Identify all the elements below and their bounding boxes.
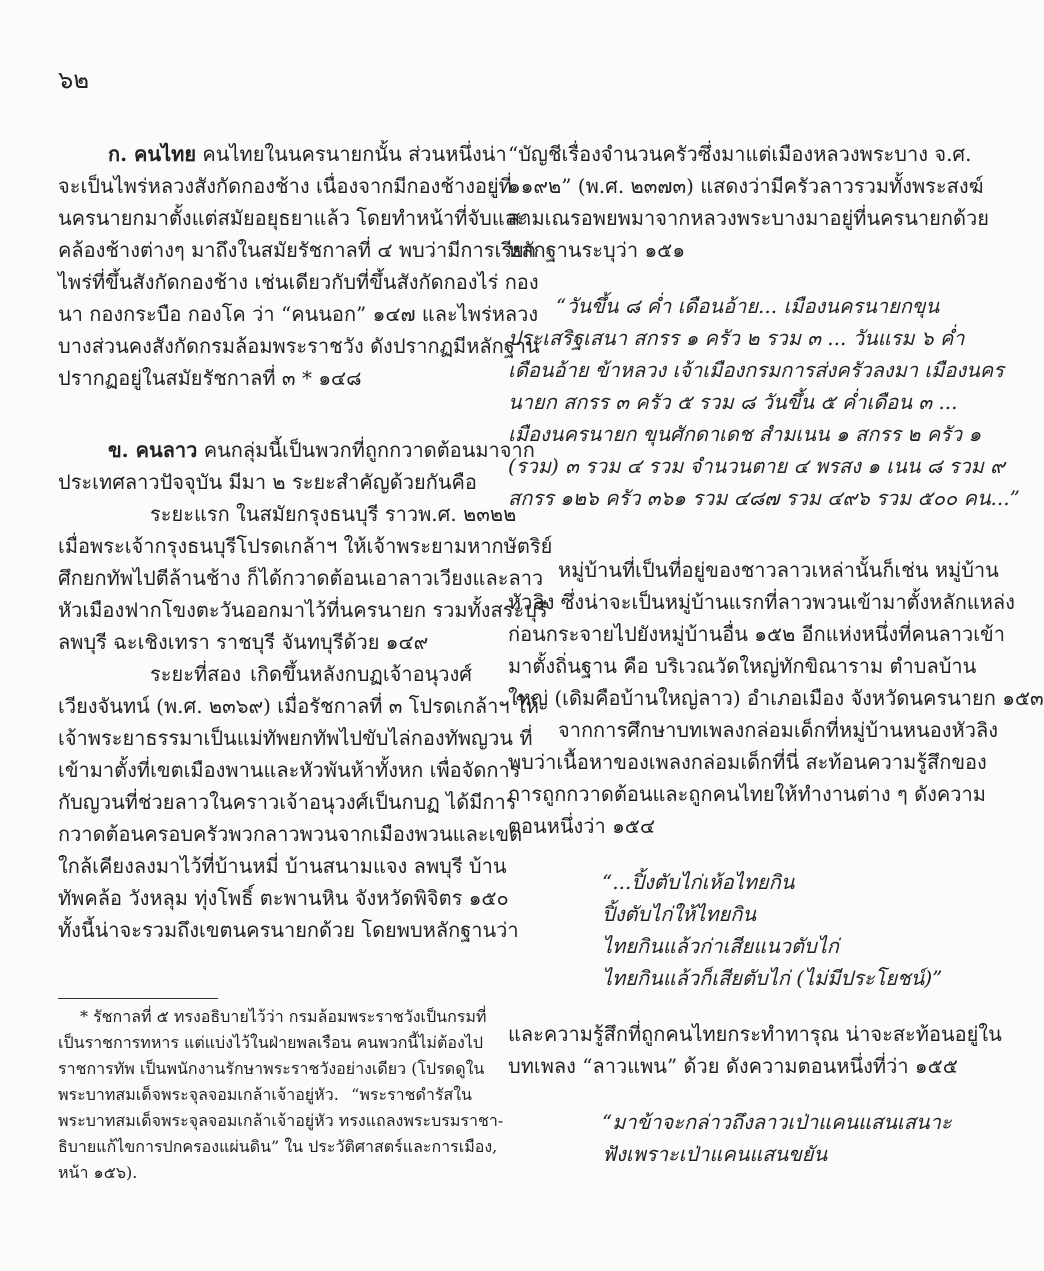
paragraph-line: เมื่อพระเจ้ากรุงธนบุรีโปรดเกล้าฯ ให้เจ้าพระยามหากษัตริย์: [58, 534, 553, 558]
paragraph-line: กับญวนที่ช่วยลาวในคราวเจ้าอนุวงศ์เป็นกบฏ ได้มีการ: [58, 790, 517, 814]
paragraph-line: “บัญชีเรื่องจำนวนครัวซึ่งมาแต่เมืองหลวงพระบาง จ.ศ.: [508, 142, 972, 166]
quote-line: สกรร ๑๒๖ ครัว ๓๖๑ รวม ๔๘๗ รวม ๔๙๖ รวม ๕๐๐ คน...”: [508, 486, 1020, 510]
quote-line: นายก สกรร ๓ ครัว ๕ รวม ๘ วันขึ้น ๕ ค่ำเดือน ๓ ...: [508, 390, 958, 414]
paragraph-line: จะเป็นไพร่หลวงสังกัดกองช้าง เนื่องจากมีกองช้างอยู่ที่: [58, 174, 512, 198]
poem-line: ไทยกินแล้วก่าเสียแนวตับไก่: [602, 934, 839, 958]
paragraph-line: เวียงจันทน์ (พ.ศ. ๒๓๖๙) เมื่อรัชกาลที่ ๓ โปรดเกล้าฯ ให้: [58, 694, 539, 718]
paragraph-line: เจ้าพระยาธรรมาเป็นแม่ทัพยกทัพไปขับไล่กองทัพญวน ที่: [58, 726, 533, 750]
paragraph-line: ใหญ่ (เดิมคือบ้านใหญ่ลาว) อำเภอเมือง จังหวัดนครนายก ๑๕๓: [508, 686, 1044, 710]
paragraph-line: และความรู้สึกที่ถูกคนไทยกระทำทารุณ น่าจะสะท้อนอยู่ใน: [508, 1022, 1002, 1046]
left-column: [58, 138, 553, 946]
paragraph-line: ลพบุรี ฉะเชิงเทรา ราชบุรี จันทบุรีด้วย ๑๔๙: [58, 630, 429, 654]
paragraph-line: ไพร่ที่ขึ้นสังกัดกองช้าง เช่นเดียวกับที่ขึ้นสังกัดกองไร่ กอง: [58, 270, 539, 294]
paragraph-line: ๑๑๙๒” (พ.ศ. ๒๓๗๓) แสดงว่ามีครัวลาวรวมทั้งพระสงฆ์: [508, 174, 984, 198]
paragraph-line: ทัพคล้อ วังหลุม ทุ่งโพธิ์ ตะพานหิน จังหวัดพิจิตร ๑๕๐: [58, 886, 509, 910]
paragraph-line: ก่อนกระจายไปยังหมู่บ้านอื่น ๑๕๒ อีกแห่งหนึ่งที่คนลาวเข้า: [508, 622, 1005, 646]
footnote-line: เป็นราชการทหาร แต่แบ่งไว้ในฝ่ายพลเรือน คนพวกนี้ไม่ต้องไป: [58, 1033, 483, 1052]
footnote-line: ราชการทัพ เป็นพนักงานรักษาพระราชวังอย่างเดียว (โปรดดูใน: [58, 1059, 485, 1078]
quote-line: เมืองนครนายก ขุนศักดาเดช สำมเนน ๑ สกรร ๒ ครัว ๑: [508, 422, 982, 446]
quote-line: ประเสริฐเสนา สกรร ๑ ครัว ๒ รวม ๓ ... วันแรม ๖ ค่ำ: [508, 326, 965, 350]
footnote-line: หน้า ๑๕๖).: [58, 1163, 138, 1182]
paragraph-line: ตอนหนึ่งว่า ๑๕๔: [508, 814, 656, 838]
paragraph-line: ศึกยกทัพไปตีล้านช้าง ก็ได้กวาดต้อนเอาลาวเวียงและลาว: [58, 566, 544, 590]
paragraph-line: บางส่วนคงสังกัดกรมล้อมพระราชวัง ดังปรากฏมีหลักฐาน: [58, 334, 540, 358]
section-heading-thai: ก. คนไทย: [108, 142, 197, 166]
right-column: [508, 138, 1044, 1170]
poem-line: ปิ้งตับไก่ให้ไทยกิน: [602, 902, 757, 926]
paragraph-line: พบว่าเนื้อหาของเพลงกล่อมเด็กที่นี่ สะท้อนความรู้สึกของ: [508, 750, 987, 774]
paragraph-line: หลักฐานระบุว่า ๑๕๑: [508, 238, 686, 262]
paragraph-line: เข้ามาตั้งที่เขตเมืองพานและหัวพันห้าทั้งหก เพื่อจัดการ: [58, 758, 521, 782]
paragraph-line: คล้องช้างต่างๆ มาถึงในสมัยรัชกาลที่ ๔ พบว่ามีการเรียก: [58, 238, 536, 262]
footnote-divider: [58, 998, 218, 999]
paragraph-line: ระยะแรก ในสมัยกรุงธนบุรี ราวพ.ศ. ๒๓๒๒: [150, 502, 517, 526]
poem-line: “มาข้าจะกล่าวถึงลาวเป่าแคนแสนเสนาะ: [602, 1110, 952, 1134]
paragraph-line: ระยะที่สอง เกิดขึ้นหลังกบฏเจ้าอนุวงศ์: [150, 662, 472, 686]
poem-line: ไทยกินแล้วก็เสียตับไก่ (ไม่มีประโยชน์)”: [602, 966, 943, 990]
paragraph-line: [58, 434, 535, 466]
poem-line: ฟังเพราะเป่าแคนแสนขยัน: [602, 1142, 828, 1166]
quote-line: เดือนอ้าย ข้าหลวง เจ้าเมืองกรมการส่งครัวลงมา เมืองนคร: [508, 358, 1004, 382]
text-run: คนกลุ่มนี้เป็นพวกที่ถูกกวาดต้อนมาจาก: [203, 438, 535, 462]
paragraph-line: หัวลิง ซึ่งน่าจะเป็นหมู่บ้านแรกที่ลาวพวนเข้ามาตั้งหลักแหล่ง: [508, 590, 1015, 614]
paragraph-line: นครนายกมาตั้งแต่สมัยอยุธยาแล้ว โดยทำหน้าที่จับและ: [58, 206, 528, 230]
footnote-line: พระบาทสมเด็จพระจุลจอมเกล้าเจ้าอยู่หัว ทรงแถลงพระบรมราชา-: [58, 1111, 504, 1130]
footnote-line: ธิบายแก้ไขการปกครองแผ่นดิน” ใน ประวัติศาสตร์และการเมือง,: [58, 1137, 498, 1156]
paragraph-line: มาตั้งถิ่นฐาน คือ บริเวณวัดใหญ่ทักขิณาราม ตำบลบ้าน: [508, 654, 977, 678]
paragraph-line: จากการศึกษาบทเพลงกล่อมเด็กที่หมู่บ้านหนองหัวลิง: [558, 718, 998, 742]
paragraph-line: ใกล้เคียงลงมาไว้ที่บ้านหมี่ บ้านสนามแจง ลพบุรี บ้าน: [58, 854, 507, 878]
quote-line: “วันขึ้น ๘ ค่ำ เดือนอ้าย... เมืองนครนายกขุน: [556, 294, 940, 318]
paragraph-line: หัวเมืองฟากโขงตะวันออกมาไว้ที่นครนายก รวมทั้งสระบุรี: [58, 598, 548, 622]
paragraph-line: สามเณรอพยพมาจากหลวงพระบางมาอยู่ที่นครนายกด้วย: [508, 206, 989, 230]
paragraph-line: หมู่บ้านที่เป็นที่อยู่ของชาวลาวเหล่านั้นก็เช่น หมู่บ้าน: [558, 558, 999, 582]
paragraph-line: ทั้งนี้น่าจะรวมถึงเขตนครนายกด้วย โดยพบหลักฐานว่า: [58, 918, 519, 942]
page-number: ๖๒: [58, 66, 90, 94]
paragraph-line: ปรากฏอยู่ในสมัยรัชกาลที่ ๓ * ๑๔๘: [58, 366, 362, 390]
quote-line: (รวม) ๓ รวม ๔ รวม จำนวนตาย ๔ พรสง ๑ เนน ๘ รวม ๙: [508, 454, 1005, 478]
paragraph-line: ประเทศลาวปัจจุบัน มีมา ๒ ระยะสำคัญด้วยกันคือ: [58, 470, 477, 494]
poem-line: “...ปิ้งตับไก่เห้อไทยกิน: [602, 870, 795, 894]
text-run: คนไทยในนครนายกนั้น ส่วนหนึ่งน่า: [202, 142, 507, 166]
footnote: [58, 1004, 504, 1186]
footnote-line: พระบาทสมเด็จพระจุลจอมเกล้าเจ้าอยู่หัว. “พระราชดำรัสใน: [58, 1085, 472, 1104]
footnote-line: * รัชกาลที่ ๕ ทรงอธิบายไว้ว่า กรมล้อมพระราชวังเป็นกรมที่: [80, 1007, 487, 1026]
paragraph-line: [58, 138, 507, 170]
section-heading-lao: ข. คนลาว: [108, 438, 198, 462]
paragraph-line: การถูกกวาดต้อนและถูกคนไทยให้ทำงานต่าง ๆ ดังความ: [508, 782, 986, 806]
paragraph-line: บทเพลง “ลาวแพน” ด้วย ดังความตอนหนึ่งที่ว่า ๑๕๕: [508, 1054, 958, 1078]
paragraph-line: กวาดต้อนครอบครัวพวกลาวพวนจากเมืองพวนและเขต: [58, 822, 523, 846]
paragraph-line: นา กองกระบือ กองโค ว่า “คนนอก” ๑๔๗ และไพร่หลวง: [58, 302, 539, 326]
